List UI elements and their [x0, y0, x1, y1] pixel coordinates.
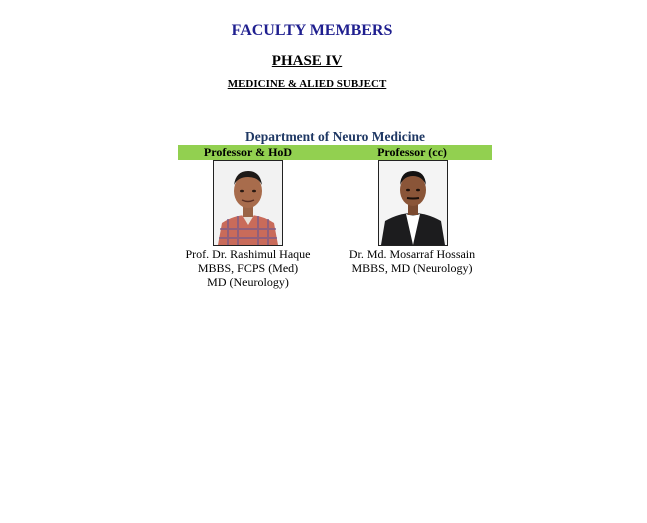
- role-band: [178, 145, 492, 160]
- phase-label: PHASE IV: [271, 53, 343, 69]
- faculty-info-2: [332, 247, 492, 275]
- faculty-name: Dr. Md. Mosarraf Hossain: [348, 247, 476, 261]
- phase-heading: [0, 53, 614, 70]
- role-professor-cc: Professor (cc): [377, 145, 447, 159]
- faculty-portrait-2: [378, 160, 448, 246]
- faculty-portrait-1: [213, 160, 283, 246]
- subject-label: MEDICINE & ALIED SUBJECT: [227, 78, 387, 90]
- subject-heading: [0, 78, 614, 90]
- portrait-person-icon: [214, 161, 282, 245]
- faculty-name: Prof. Dr. Rashimul Haque: [185, 247, 311, 261]
- role-professor-hod: Professor & HoD: [203, 145, 293, 159]
- department-title: Department of Neuro Medicine: [244, 129, 426, 144]
- faculty-degree: MBBS, FCPS (Med): [197, 261, 299, 275]
- faculty-degree: MBBS, MD (Neurology): [351, 261, 473, 275]
- faculty-info-1: [168, 247, 328, 289]
- faculty-degree: MD (Neurology): [207, 275, 289, 289]
- portrait-person-icon: [379, 161, 447, 245]
- page-title: FACULTY MEMBERS: [231, 22, 393, 39]
